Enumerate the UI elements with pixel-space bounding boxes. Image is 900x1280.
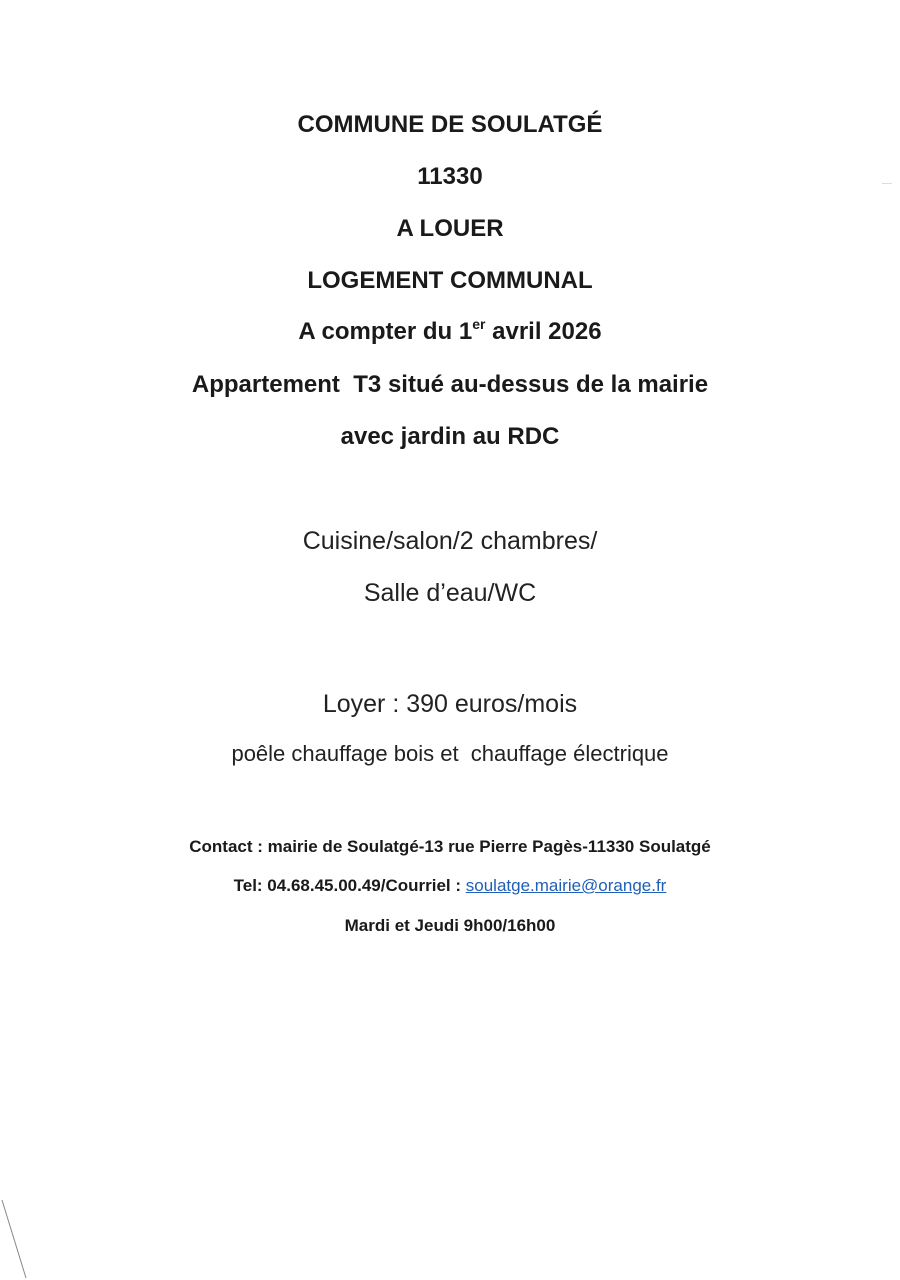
rooms-line-1: Cuisine/salon/2 chambres/ bbox=[302, 527, 598, 555]
date-prefix: A compter du 1 bbox=[298, 318, 473, 345]
rent-price: Loyer : 390 euros/mois bbox=[322, 690, 578, 718]
description-line-1: Appartement T3 situé au-dessus de la mairie bbox=[191, 371, 709, 398]
contact-address: Contact : mairie de Soulatgé-13 rue Pierre Pagès-11330 Soulatgé bbox=[189, 837, 711, 856]
date-superscript: er bbox=[472, 316, 486, 332]
scan-edge-mark bbox=[882, 183, 892, 184]
headline: A LOUER bbox=[396, 215, 504, 242]
commune-title: COMMUNE DE SOULATGÉ bbox=[297, 111, 603, 138]
description-line-2: avec jardin au RDC bbox=[340, 423, 560, 450]
office-hours: Mardi et Jeudi 9h00/16h00 bbox=[344, 916, 556, 935]
postal-code: 11330 bbox=[417, 163, 483, 190]
availability-date bbox=[0, 318, 900, 346]
scan-artifact-line bbox=[0, 1190, 30, 1280]
contact-phone-email bbox=[0, 876, 900, 896]
heating-info: poêle chauffage bois et chauffage électrique bbox=[231, 741, 669, 766]
housing-type: LOGEMENT COMMUNAL bbox=[307, 267, 593, 294]
email-link[interactable]: soulatge.mairie@orange.fr bbox=[465, 876, 667, 895]
rooms-line-2: Salle d’eau/WC bbox=[363, 579, 537, 607]
phone-text: Tel: 04.68.45.00.49/Courriel : bbox=[233, 876, 466, 895]
date-suffix: avril 2026 bbox=[485, 318, 602, 345]
